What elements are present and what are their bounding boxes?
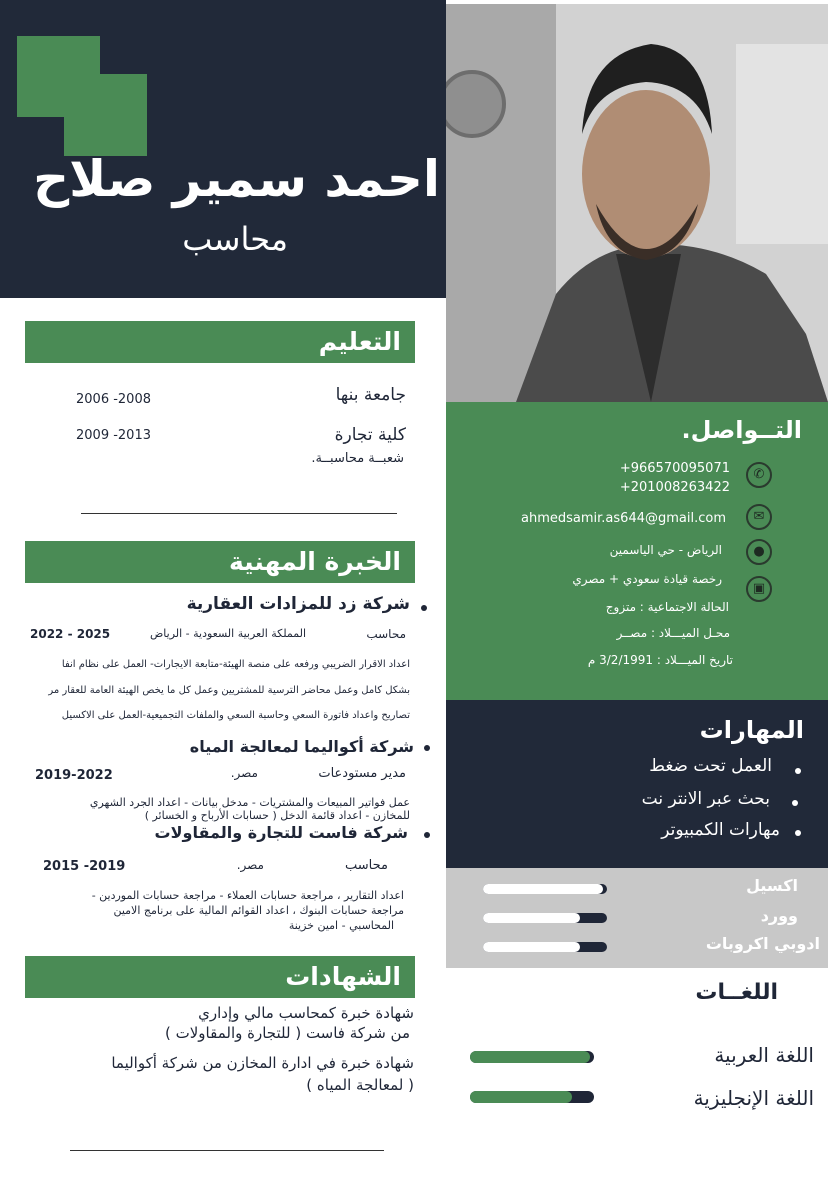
language-name: اللغة الإنجليزية	[693, 1086, 814, 1110]
job-bullet	[421, 605, 427, 611]
software-bar	[483, 942, 607, 952]
job-desc-line: اعداد الاقرار الضريبي ورفعه على منصة الهيئة-متابعة الايجارات- العمل على نظام انفا	[61, 659, 410, 670]
education-heading: التعليم	[25, 321, 415, 363]
language-bar-fill	[470, 1051, 590, 1063]
education-dates-1: 2006 -2008	[76, 392, 151, 407]
contact-heading: التــواصل.	[681, 416, 802, 444]
software-label: ادوبي اكروبات	[705, 934, 820, 953]
education-school-1: جامعة بنها	[335, 385, 406, 405]
contact-panel	[446, 402, 828, 700]
id-card-icon: ▣	[746, 576, 772, 602]
job-desc-line: اعداد التقارير ، مراجعة حسابات العملاء - مراجعة حسابات الموردين -	[91, 889, 404, 902]
software-bar-fill	[483, 942, 580, 952]
education-school-2: كلية تجارة	[334, 425, 406, 445]
software-bar	[483, 913, 607, 923]
divider	[70, 1150, 384, 1151]
software-panel	[446, 868, 828, 968]
job-dates: 2019-2022	[35, 768, 113, 783]
job-dates: 2022 - 2025	[30, 627, 111, 641]
language-bar	[470, 1051, 594, 1063]
certificate-line: من شركة فاست ( للتجارة والمقاولات )	[165, 1024, 410, 1042]
location-icon: ●	[746, 539, 772, 565]
skill-bullet	[795, 768, 801, 774]
job-company: شركة أكواليما لمعالجة المياه	[189, 737, 414, 756]
software-bar-fill	[483, 884, 603, 894]
certificate-line: شهادة خبرة كمحاسب مالي وإداري	[198, 1004, 414, 1022]
email-icon: ✉	[746, 504, 772, 530]
experience-heading: الخبرة المهنية	[25, 541, 415, 583]
job-bullet	[424, 832, 430, 838]
phone-icon: ✆	[746, 462, 772, 488]
profile-photo	[446, 4, 828, 402]
job-company: شركة زد للمزادات العقارية	[186, 594, 410, 614]
email-link[interactable]: ahmedsamir.as644@gmail.com	[521, 511, 726, 526]
marital-status: الحالة الاجتماعية : متزوج	[605, 600, 729, 614]
job-bullet	[424, 745, 430, 751]
job-desc-line: مراجعة حسابات البنوك ، اعداد القوائم المالية على برنامج الامين	[113, 904, 404, 917]
address-text: الرياض - حي الياسمين	[609, 543, 722, 557]
certificate-line: ( لمعالجة المياه )	[306, 1076, 414, 1094]
birthplace: محـل الميـــلاد : مصــر	[616, 626, 730, 640]
software-bar-fill	[483, 913, 580, 923]
header-banner	[0, 0, 446, 298]
software-bar	[483, 884, 607, 894]
phone-1[interactable]: +966570095071	[619, 461, 730, 476]
job-desc-line: تصاريح واعداد فاتورة السعي وحاسبة السعي والملفات التجميعية-العمل على الاكسيل	[61, 710, 410, 721]
job-desc-line: بشكل كامل وعمل محاضر الترسية للمشتريين وعمل كل ما يخص الهيئة العامة للعقار مر	[48, 685, 410, 696]
job-title: محاسب	[182, 220, 288, 258]
logo-square-bottom	[64, 74, 147, 156]
education-dates-2: 2009 -2013	[76, 428, 151, 443]
divider	[81, 513, 397, 514]
job-location: مصر.	[230, 766, 258, 780]
certificate-line: شهادة خبرة في ادارة المخازن من شركة أكواليما	[111, 1054, 414, 1072]
skill-bullet	[792, 800, 798, 806]
job-role: مدير مستودعات	[318, 766, 406, 781]
license-text: رخصة قيادة سعودي + مصري	[572, 572, 722, 586]
job-role: محاسب	[366, 627, 406, 641]
job-desc-line: عمل فواتير المبيعات والمشتريات - مدخل بيانات - اعداد الجرد الشهري	[89, 796, 410, 809]
job-location: مصر.	[236, 858, 264, 872]
education-major: شعبــة محاسبــة.	[311, 451, 404, 466]
job-desc-line: للمخازن - اعداد قائمة الدخل ( حسابات الأرباح و الخسائر )	[144, 809, 410, 822]
software-label: اكسيل	[746, 876, 798, 895]
job-dates: 2015 -2019	[43, 859, 126, 874]
job-desc-line: المحاسبي - امين خزينة	[288, 919, 394, 932]
languages-heading: اللغــات	[695, 980, 778, 1005]
language-bar	[470, 1091, 594, 1103]
job-company: شركة فاست للتجارة والمقاولات	[154, 823, 408, 842]
software-label: وورد	[760, 906, 798, 925]
job-location: المملكة العربية السعودية - الرياض	[149, 627, 306, 640]
skill-item: مهارات الكمبيوتر	[661, 820, 780, 840]
language-bar-fill	[470, 1091, 572, 1103]
skill-item: العمل تحت ضغط	[649, 756, 772, 776]
phone-2[interactable]: +201008263422	[619, 480, 730, 495]
skills-heading: المهارات	[699, 716, 804, 744]
skill-bullet	[795, 830, 801, 836]
skills-panel	[446, 700, 828, 868]
job-role: محاسب	[345, 858, 388, 873]
skill-item: بحث عبر الانتر نت	[641, 789, 770, 809]
certificates-heading: الشهادات	[25, 956, 415, 998]
candidate-name: احمد سمير صلاح	[33, 150, 440, 208]
birthdate: تاريخ الميـــلاد : 3/2/1991 م	[587, 653, 733, 667]
language-name: اللغة العربية	[714, 1043, 814, 1067]
